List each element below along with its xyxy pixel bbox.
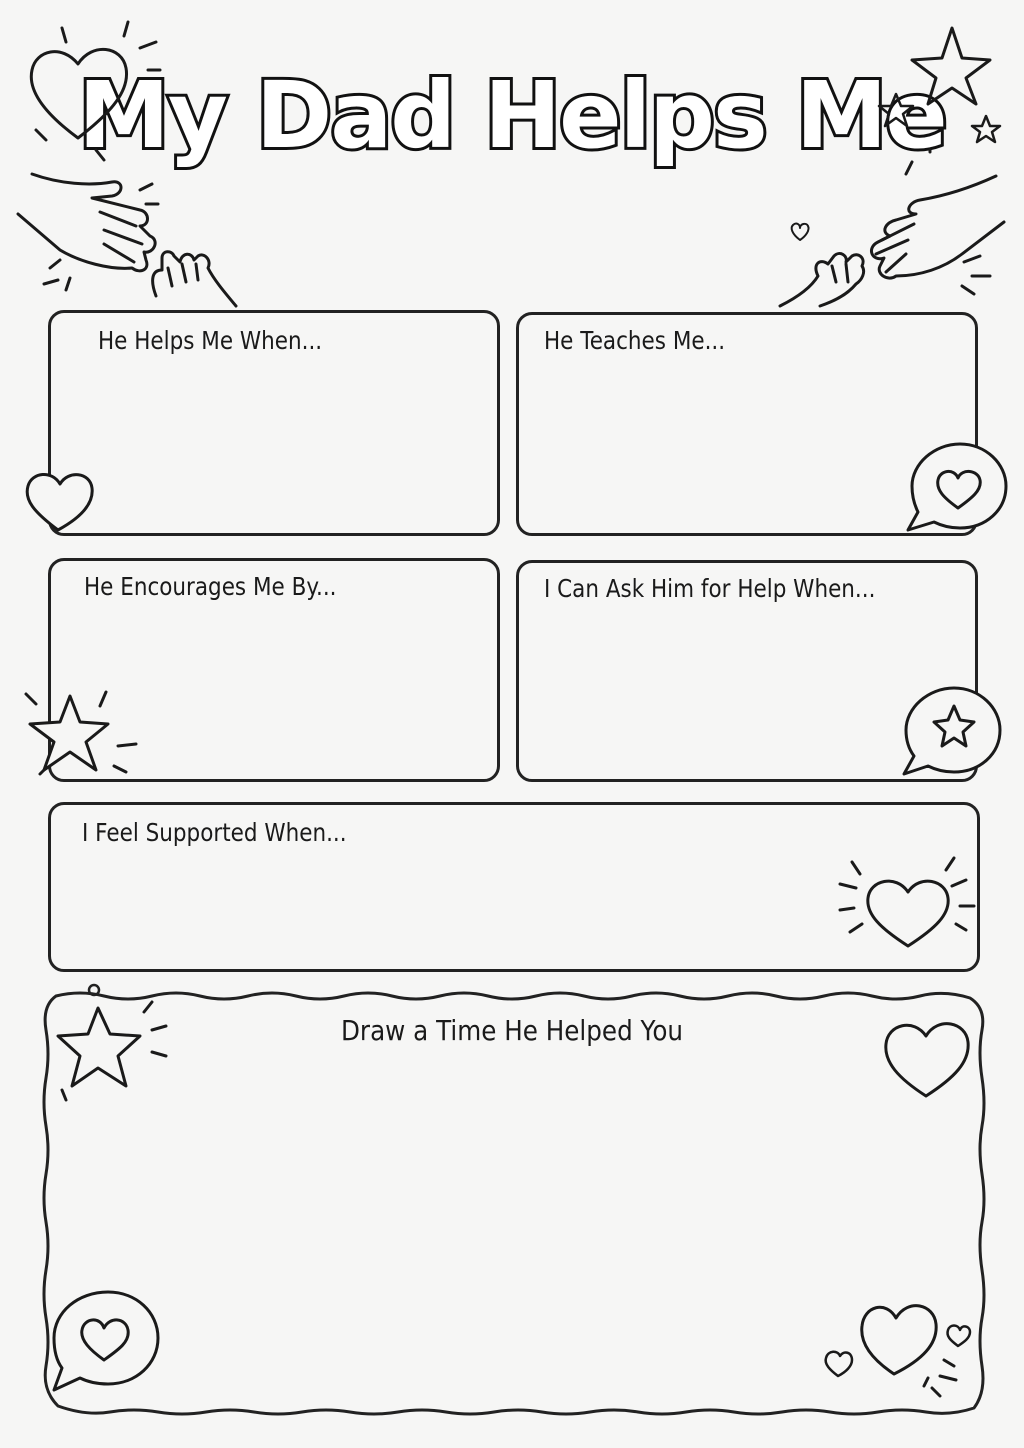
heart-icon — [27, 474, 92, 530]
speech-bubble-heart-icon — [908, 444, 1006, 530]
heart-icon — [840, 858, 974, 946]
heart-icon — [947, 1326, 970, 1347]
speech-bubble-star-icon — [904, 688, 1000, 774]
section-label-helps: He Helps Me When... — [98, 326, 323, 355]
heart-icon — [886, 1024, 968, 1096]
speech-bubble-heart-icon — [54, 1292, 158, 1390]
section-label-supported: I Feel Supported When... — [82, 818, 347, 847]
section-label-ask: I Can Ask Him for Help When... — [544, 574, 876, 603]
page-title: My Dad Helps Me — [78, 62, 946, 169]
section-label-encourages: He Encourages Me By... — [84, 572, 337, 601]
star-icon — [26, 692, 136, 774]
section-label-teaches: He Teaches Me... — [544, 326, 726, 355]
heart-icon — [826, 1352, 852, 1376]
drawing-label: Draw a Time He Helped You — [340, 1014, 684, 1047]
heart-icon — [862, 1306, 936, 1374]
star-icon — [58, 1002, 166, 1100]
